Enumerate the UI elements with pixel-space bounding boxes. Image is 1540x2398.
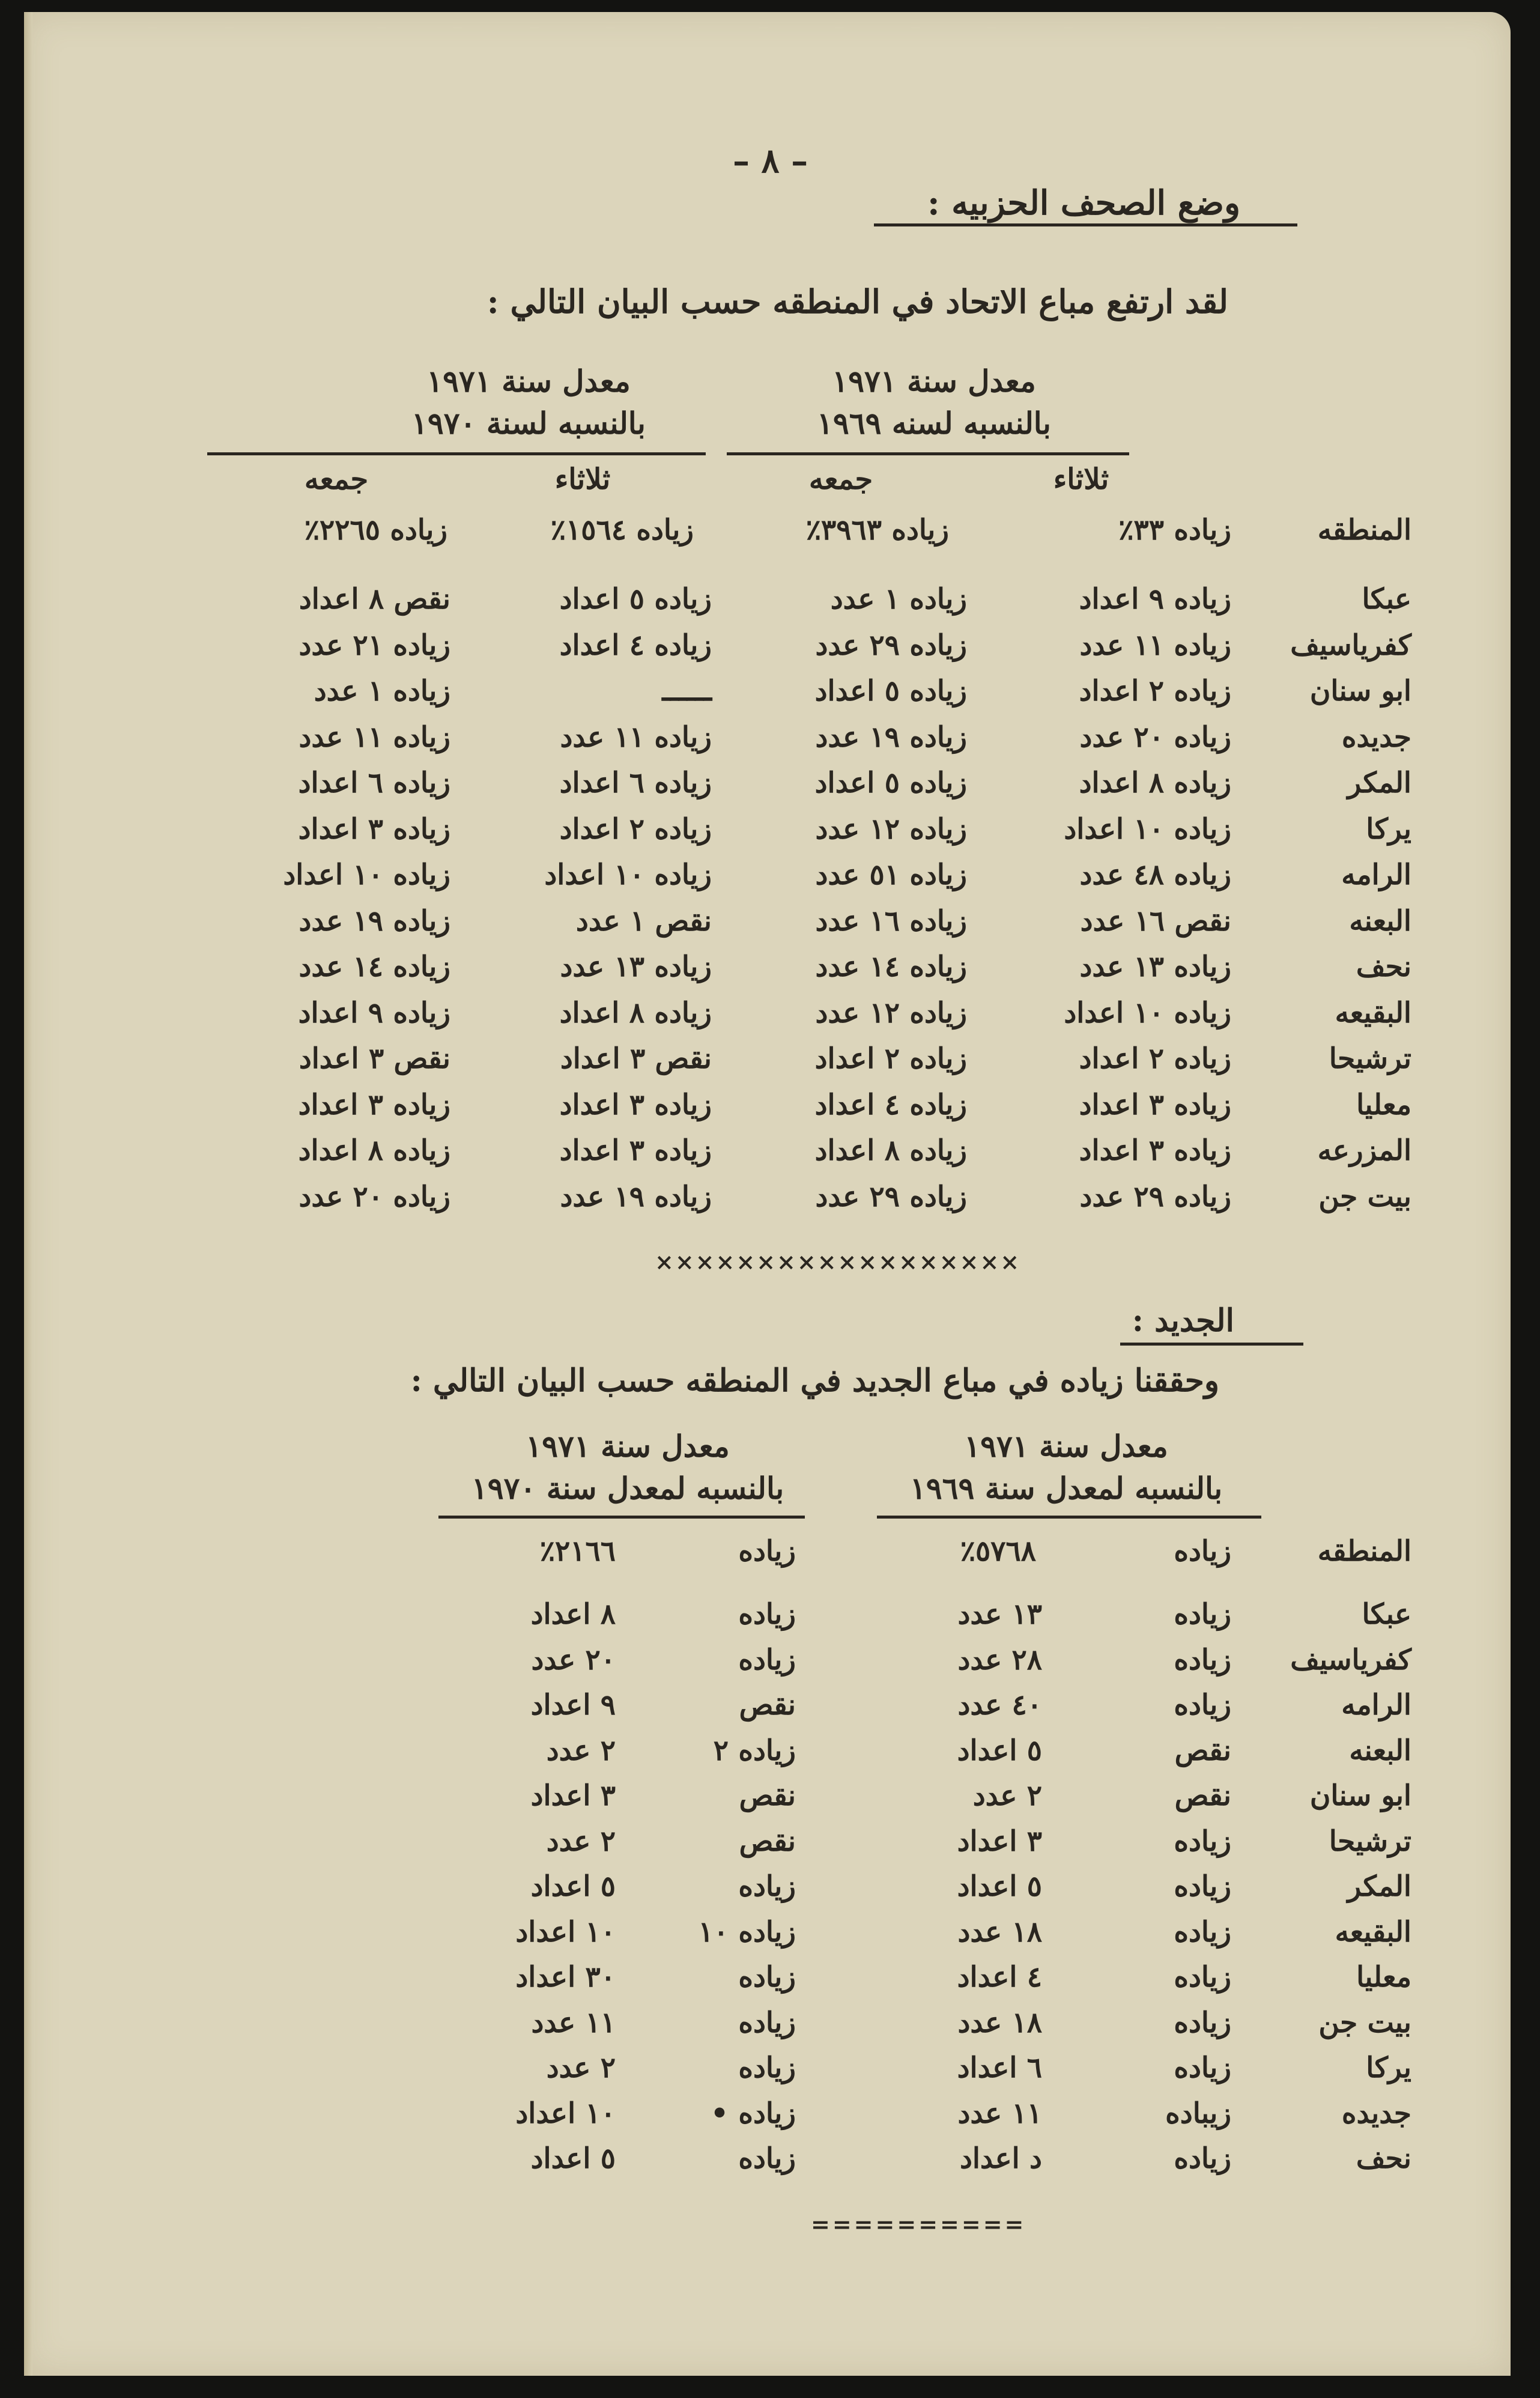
cell-amount-1969: ٥ اعداد xyxy=(957,1734,1042,1767)
cell-jumaa-1969: زياده ٥ اعداد xyxy=(814,675,967,708)
region-name: ابو سنان xyxy=(1309,1779,1411,1812)
section2-intro: وحققنا زياده في مباع الجديد في المنطقه حسب البيان التالي : xyxy=(410,1362,1219,1399)
table-row xyxy=(24,1870,1511,1913)
page-number: – ٨ – xyxy=(733,141,808,181)
cell-change-1969: زياده xyxy=(1174,1643,1231,1677)
region-name: ترشيحا xyxy=(1329,1824,1411,1858)
s2-group-left-line1: معدل سنة ١٩٧١ xyxy=(526,1428,730,1464)
cell-thulatha-1970: زياده ١٩ عدد xyxy=(560,1180,712,1213)
table-row xyxy=(24,2142,1511,2185)
cell-jumaa-1970: زياده ٣ اعداد xyxy=(298,1088,450,1122)
table-row xyxy=(24,721,1511,764)
region-label: المنطقه xyxy=(1317,1535,1411,1568)
cell-jumaa-1969: زياده ١٦ عدد xyxy=(815,904,967,938)
cell-amount-1970: ٢ عدد xyxy=(546,1734,616,1767)
cell-amount-1969: ٦ اعداد xyxy=(957,2051,1042,2084)
cell-thulatha-1969: زياده ١٣ عدد xyxy=(1079,950,1231,983)
cell-jumaa-1969: زياده ٥ اعداد xyxy=(814,766,967,800)
cell-thulatha-1970: زياده ٣ اعداد xyxy=(559,1088,712,1122)
document-page xyxy=(24,12,1511,2376)
cell-thulatha-1970: زياده ٢ اعداد xyxy=(559,812,712,846)
cell-change-1969: زياده xyxy=(1174,1961,1231,1994)
cell-change-1970: نقص xyxy=(739,1689,796,1722)
table-row xyxy=(24,1134,1511,1177)
table-row xyxy=(24,1689,1511,1732)
cell-change-1970: زياده xyxy=(738,2006,796,2039)
table-row xyxy=(24,1180,1511,1224)
cell-thulatha-1970: زياده ٨ اعداد xyxy=(559,996,712,1030)
cell-jumaa-1970: زياده ١١ عدد xyxy=(299,720,450,754)
cell-change-1969: زياده xyxy=(1174,1598,1231,1631)
cell-change-1970: زياده xyxy=(738,1643,796,1677)
region-name: المكر xyxy=(1347,1870,1411,1903)
table-row xyxy=(24,1916,1511,1959)
cell-jumaa-1970: زياده ٨ اعداد xyxy=(298,1134,450,1167)
cell-change-1969: زياده xyxy=(1174,1915,1231,1949)
cell-jumaa-1969: زياده ١٢ عدد xyxy=(815,996,967,1030)
table-row xyxy=(24,583,1511,626)
cell-change-1970: زياده ٢ xyxy=(713,1734,796,1767)
cell-change-1969: زياده xyxy=(1174,2051,1231,2084)
cell-thulatha-1970: زياده ٤ اعداد xyxy=(559,628,712,662)
cell-thulatha-1970: زياده ٥ اعداد xyxy=(559,583,712,616)
table-row xyxy=(24,766,1511,810)
cell-change-1970: نقص xyxy=(739,1779,796,1812)
cell-thulatha-1969: زياده ٣ اعداد xyxy=(1079,1134,1231,1167)
s1-group-left-line1: معدل سنة ١٩٧١ xyxy=(426,363,631,399)
region-name: معليا xyxy=(1356,1961,1411,1994)
cell-jumaa-1969: زياده ٨ اعداد xyxy=(814,1134,967,1167)
cell-change-1970: زياده xyxy=(738,2142,796,2175)
table-row xyxy=(24,1598,1511,1641)
cell-change-1969: زياده xyxy=(1174,1689,1231,1722)
region-name: بيت جن xyxy=(1318,2006,1411,2039)
cell-amount-1969: ٣ اعداد xyxy=(957,1824,1042,1858)
region-name: البقيعه xyxy=(1335,996,1411,1030)
table-row xyxy=(24,997,1511,1040)
cell-thulatha-1970: زياده ١٣ عدد xyxy=(560,950,712,983)
s2-summary-c2b: ٢١٦٦٪ xyxy=(539,1535,616,1568)
region-name: معليا xyxy=(1356,1088,1411,1122)
s2-group-right-rule xyxy=(877,1516,1261,1519)
s1-col-thulatha-1: ثلاثاء xyxy=(1053,463,1109,496)
cell-amount-1970: ٨ اعداد xyxy=(530,1598,616,1631)
table-row xyxy=(24,2051,1511,2095)
cell-thulatha-1969: زياده ٢٠ عدد xyxy=(1079,720,1231,754)
region-name: كفرياسيف xyxy=(1290,628,1411,662)
table-row xyxy=(24,905,1511,948)
cell-jumaa-1969: زياده ١ عدد xyxy=(830,583,967,616)
cell-jumaa-1969: زياده ١٩ عدد xyxy=(815,720,967,754)
cell-change-1970: نقص xyxy=(739,1824,796,1858)
s2-group-right-line1: معدل سنة ١٩٧١ xyxy=(964,1428,1168,1464)
s1-col-jumaa-1: جمعه xyxy=(808,463,873,496)
cell-thulatha-1969: زياده ٢٩ عدد xyxy=(1079,1180,1231,1213)
table-row xyxy=(24,950,1511,994)
table-row xyxy=(24,2006,1511,2050)
region-name: ابو سنان xyxy=(1309,675,1411,708)
s2-summary-row xyxy=(24,1535,1511,1578)
cell-thulatha-1969: زياده ٢ اعداد xyxy=(1079,675,1231,708)
cell-amount-1969: ٢ عدد xyxy=(972,1779,1042,1812)
cell-thulatha-1969: زياده ٨ اعداد xyxy=(1079,766,1231,800)
cell-amount-1969: د اعداد xyxy=(959,2142,1042,2175)
cell-jumaa-1969: زياده ٤ اعداد xyxy=(814,1088,967,1122)
s2-group-left-rule xyxy=(438,1516,805,1519)
cell-change-1969: زياده xyxy=(1174,2006,1231,2039)
table-row xyxy=(24,813,1511,856)
cell-thulatha-1970: نقص ٣ اعداد xyxy=(560,1042,712,1075)
s1-summary-c1: زياده ٣٣٪ xyxy=(1118,514,1231,547)
cell-amount-1969: ٢٨ عدد xyxy=(957,1643,1042,1677)
cell-jumaa-1969: زياده ٢٩ عدد xyxy=(815,628,967,662)
region-name: يركا xyxy=(1366,2051,1411,2084)
cell-jumaa-1970: زياده ٣ اعداد xyxy=(298,812,450,846)
region-name: نحف xyxy=(1356,2142,1411,2175)
cell-change-1970: زياده ١٠ xyxy=(698,1915,796,1949)
cell-amount-1969: ٤ اعداد xyxy=(957,1961,1042,1994)
cell-change-1969: نقص xyxy=(1174,1734,1231,1767)
table-row xyxy=(24,858,1511,902)
cell-jumaa-1970: زياده ١ عدد xyxy=(314,675,450,708)
cell-amount-1969: ١٣ عدد xyxy=(957,1598,1042,1631)
cell-amount-1970: ١٠ اعداد xyxy=(515,2096,616,2130)
cell-jumaa-1970: زياده ٢١ عدد xyxy=(299,628,450,662)
cell-change-1969: نقص xyxy=(1174,1779,1231,1812)
table-row xyxy=(24,2097,1511,2140)
table-row xyxy=(24,1644,1511,1687)
cell-amount-1970: ٣ اعداد xyxy=(530,1779,616,1812)
table-row xyxy=(24,629,1511,672)
cell-thulatha-1969: زياده ١٠ اعداد xyxy=(1064,812,1231,846)
cell-amount-1970: ١١ عدد xyxy=(531,2006,616,2039)
cell-jumaa-1970: زياده ١٤ عدد xyxy=(299,950,450,983)
cell-jumaa-1969: زياده ٢٩ عدد xyxy=(815,1180,967,1213)
s1-group-left-rule xyxy=(207,452,706,455)
cell-change-1969: زياده xyxy=(1174,1824,1231,1858)
s2-group-left-line2: بالنسبه لمعدل سنة ١٩٧٠ xyxy=(471,1471,784,1506)
cell-thulatha-1969: نقص ١٦ عدد xyxy=(1080,904,1231,938)
cell-jumaa-1970: زياده ٩ اعداد xyxy=(298,996,450,1030)
s1-summary-row xyxy=(24,514,1511,557)
cell-change-1970: زياده xyxy=(738,1870,796,1903)
cell-amount-1970: ٢٠ عدد xyxy=(531,1643,616,1677)
region-name: الرامه xyxy=(1341,858,1411,891)
table-row xyxy=(24,675,1511,718)
region-name: البعنه xyxy=(1349,1734,1411,1767)
cell-jumaa-1970: زياده ٢٠ عدد xyxy=(299,1180,450,1213)
s1-group-right-line1: معدل سنة ١٩٧١ xyxy=(832,363,1036,399)
cell-jumaa-1970: نقص ٣ اعداد xyxy=(299,1042,450,1075)
region-name: جديده xyxy=(1341,720,1411,754)
double-dash-separator: ========== xyxy=(811,2211,1026,2238)
region-name: المكر xyxy=(1347,766,1411,800)
region-name: الرامه xyxy=(1341,1689,1411,1722)
cell-jumaa-1969: زياده ١٤ عدد xyxy=(815,950,967,983)
region-name: البعنه xyxy=(1349,904,1411,938)
s1-summary-c3: زياده ١٥٦٤٪ xyxy=(550,514,694,547)
table-row xyxy=(24,1734,1511,1777)
s1-col-jumaa-2: جمعه xyxy=(304,463,369,496)
cell-amount-1969: ١٨ عدد xyxy=(957,1915,1042,1949)
s1-group-left-line2: بالنسبه لسنة ١٩٧٠ xyxy=(411,405,646,441)
table-row xyxy=(24,1088,1511,1132)
s1-col-thulatha-2: ثلاثاء xyxy=(554,463,611,496)
cell-change-1970: زياده xyxy=(738,2051,796,2084)
cell-amount-1970: ٥ اعداد xyxy=(530,2142,616,2175)
s1-summary-c4: زياده ٢٢٦٥٪ xyxy=(304,514,447,547)
cell-thulatha-1969: زياده ٣ اعداد xyxy=(1079,1088,1231,1122)
cell-jumaa-1969: زياده ٢ اعداد xyxy=(814,1042,967,1075)
cell-thulatha-1970: زياده ١١ عدد xyxy=(560,720,712,754)
cell-jumaa-1969: زياده ١٢ عدد xyxy=(815,812,967,846)
cell-amount-1970: ١٠ اعداد xyxy=(515,1915,616,1949)
section2-heading-underline xyxy=(1120,1343,1303,1346)
table-row xyxy=(24,1961,1511,2004)
cell-change-1969: زياده xyxy=(1174,1870,1231,1903)
table-row xyxy=(24,1779,1511,1823)
region-name: بيت جن xyxy=(1318,1180,1411,1213)
heading-underline xyxy=(874,223,1297,226)
table-row xyxy=(24,1825,1511,1868)
region-name: كفرياسيف xyxy=(1290,1643,1411,1677)
cell-amount-1969: ١٨ عدد xyxy=(957,2006,1042,2039)
cell-change-1970: زياده xyxy=(738,1598,796,1631)
s1-group-right-line2: بالنسبه لسنه ١٩٦٩ xyxy=(817,405,1051,441)
s2-summary-c1a: زياده xyxy=(1174,1535,1231,1568)
cell-change-1970: زياده xyxy=(738,1961,796,1994)
region-name: نحف xyxy=(1356,950,1411,983)
cell-thulatha-1970: زياده ٦ اعداد xyxy=(559,766,712,800)
region-name: عبكا xyxy=(1362,1598,1411,1631)
cell-amount-1970: ٥ اعداد xyxy=(530,1870,616,1903)
region-name: عبكا xyxy=(1362,583,1411,616)
cell-jumaa-1970: زياده ١٩ عدد xyxy=(299,904,450,938)
cell-amount-1970: ٣٠ اعداد xyxy=(515,1961,616,1994)
page-heading: وضع الصحف الحزبيه : xyxy=(927,183,1240,223)
cell-amount-1969: ١١ عدد xyxy=(957,2096,1042,2130)
region-label: المنطقه xyxy=(1317,514,1411,547)
cell-jumaa-1969: زياده ٥١ عدد xyxy=(815,858,967,891)
cell-amount-1970: ٢ عدد xyxy=(546,2051,616,2084)
cell-amount-1969: ٥ اعداد xyxy=(957,1870,1042,1903)
cross-separator: ×××××××××××××××××× xyxy=(655,1248,1021,1275)
cell-thulatha-1969: زياده ٩ اعداد xyxy=(1079,583,1231,616)
cell-thulatha-1970: زياده ٣ اعداد xyxy=(559,1134,712,1167)
cell-thulatha-1969: زياده ٤٨ عدد xyxy=(1079,858,1231,891)
cell-change-1969: زيباده xyxy=(1165,2096,1231,2130)
s2-group-right-line2: بالنسبه لمعدل سنة ١٩٦٩ xyxy=(909,1471,1223,1506)
cell-change-1970: زياده • xyxy=(710,2096,796,2130)
cell-thulatha-1969: زياده ١١ عدد xyxy=(1079,628,1231,662)
s1-group-right-rule xyxy=(727,452,1129,455)
cell-thulatha-1970: زياده ١٠ اعداد xyxy=(544,858,712,891)
cell-thulatha-1970: نقص ١ عدد xyxy=(575,904,712,938)
s1-summary-c2: زياده ٣٩٦٣٪ xyxy=(805,514,949,547)
s2-summary-c1b: ٥٧٦٨٪ xyxy=(960,1535,1036,1568)
section1-intro: لقد ارتفع مباع الاتحاد في المنطقه حسب البيان التالي : xyxy=(487,282,1228,321)
region-name: ترشيحا xyxy=(1329,1042,1411,1075)
cell-amount-1970: ٢ عدد xyxy=(546,1824,616,1858)
region-name: البقيعه xyxy=(1335,1915,1411,1949)
table-row xyxy=(24,1042,1511,1085)
cell-thulatha-1969: زياده ١٠ اعداد xyxy=(1064,996,1231,1030)
cell-amount-1969: ٤٠ عدد xyxy=(957,1689,1042,1722)
region-name: جديده xyxy=(1341,2096,1411,2130)
cell-jumaa-1970: زياده ٦ اعداد xyxy=(298,766,450,800)
cell-thulatha-1969: زياده ٢ اعداد xyxy=(1079,1042,1231,1075)
section2-heading: الجديد : xyxy=(1132,1302,1234,1339)
s2-summary-c2a: زياده xyxy=(738,1535,796,1568)
cell-change-1969: زياده xyxy=(1174,2142,1231,2175)
region-name: المزرعه xyxy=(1317,1134,1411,1167)
cell-jumaa-1970: نقص ٨ اعداد xyxy=(299,583,450,616)
cell-jumaa-1970: زياده ١٠ اعداد xyxy=(283,858,450,891)
cell-amount-1970: ٩ اعداد xyxy=(530,1689,616,1722)
cell-thulatha-1970: ــــــ xyxy=(662,675,712,708)
region-name: يركا xyxy=(1366,812,1411,846)
